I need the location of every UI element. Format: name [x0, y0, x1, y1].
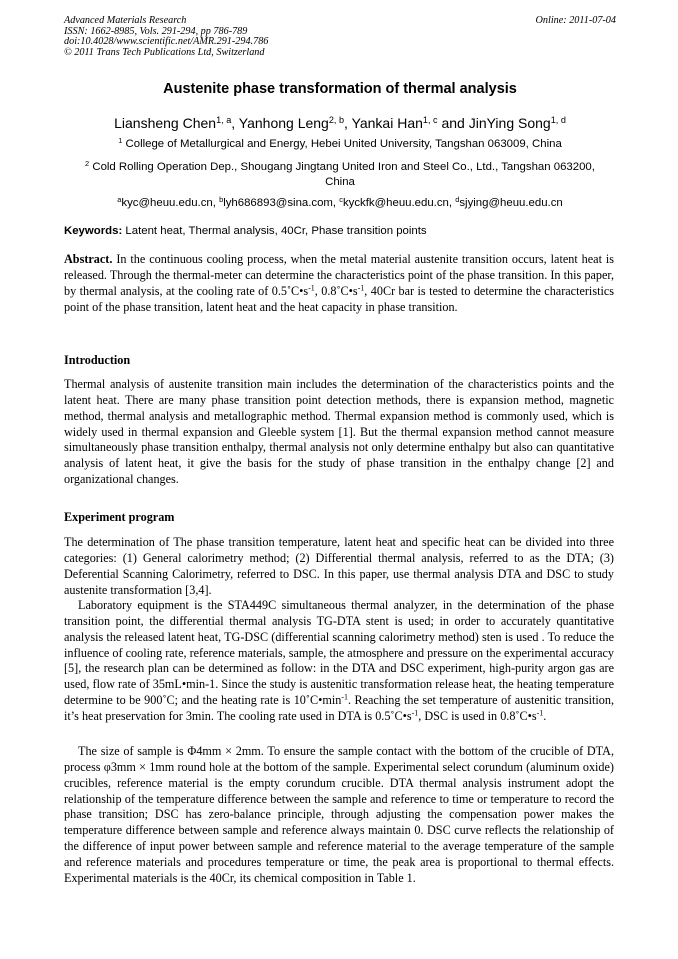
- email-address[interactable]: sjying@heuu.edu.cn: [459, 197, 563, 209]
- affiliation-1: [64, 137, 616, 152]
- experiment-paragraph-3: The size of sample is Φ4mm × 2mm. To ensure the sample contact with the bottom of the crucible of DTA, process φ3mm × 1mm round hole at the bottom of the sample. Experimental select corundum (aluminum oxide) crucibles, reference material is the empty corundum crucible. DTA thermal analysis instrument adopt the relationship of the temperature difference between the sample and reference to time or temperature to record the phase transition; DSC has zero-balance principle, through adjusting the compensation power makes the temperature difference between sample and reference always maintain 0. DSC curve reflects the relationship of the difference of input power between sample and reference material to the average temperature of the sample and reference materials and procedures temperature or time, the peak area is proportional to thermal effects. Experimental materials is the 40Cr, its chemical composition in Table 1.: [64, 744, 614, 885]
- abstract-label: Abstract.: [64, 252, 113, 266]
- author-name: Liansheng Chen: [114, 115, 217, 131]
- issn-line: ISSN: 1662-8985, Vols. 291-294, pp 786-789: [64, 25, 248, 37]
- keywords-text: Latent heat, Thermal analysis, 40Cr, Phase transition points: [125, 225, 427, 237]
- author-sup: 1, a: [216, 115, 232, 125]
- affiliation-sup: 1: [118, 135, 123, 145]
- email-address[interactable]: kyckfk@heuu.edu.cn: [342, 197, 449, 209]
- abstract-sup: -1: [308, 283, 315, 293]
- affiliation-sup: 2: [85, 158, 90, 168]
- journal-header: [64, 16, 616, 58]
- paragraph-sup: -1: [536, 708, 544, 718]
- author-sup: 1, d: [550, 115, 566, 125]
- email-address[interactable]: kyc@heuu.edu.cn: [121, 197, 213, 209]
- copyright-line: © 2011 Trans Tech Publications Ltd, Switzerland: [64, 46, 265, 58]
- section-heading-introduction: Introduction: [64, 353, 131, 367]
- paper-title: Austenite phase transformation of thermal analysis: [163, 81, 517, 97]
- doi-line[interactable]: doi:10.4028/www.scientific.net/AMR.291-294.786: [64, 36, 269, 48]
- paragraph-sup: -1: [411, 708, 419, 718]
- email-sup: c: [339, 194, 343, 204]
- paragraph-text: .: [543, 708, 547, 723]
- paragraph-text: , DSC is used in 0.8˚C•s: [418, 708, 537, 723]
- online-date: Online: 2011-07-04: [535, 15, 616, 26]
- author-sup: 2, b: [328, 115, 345, 125]
- author-sup: 1, c: [422, 115, 438, 125]
- keywords: [64, 225, 616, 237]
- abstract: [64, 252, 614, 315]
- abstract-text: In the continuous cooling process, when the metal material austenite transition occurs, latent heat is released. Through the thermal-meter can determine the characteristics point of the phase transition. In this paper, by thermal analysis, at the cooling rate of 0.5˚C•s: [64, 252, 615, 298]
- journal-name: Advanced Materials Research: [64, 15, 187, 26]
- email-sup: a: [117, 194, 122, 204]
- email-sup: d: [455, 194, 460, 204]
- experiment-paragraph-1: The determination of The phase transition temperature, latent heat and specific heat can be divided into three categories: (1) General calorimetry method; (2) Differential thermal analysis, referred to as the DTA; (3) Deferential Scanning Calorimetry, referred to DSC. In this paper, use thermal analysis DTA and DSC to study austenite transformation [3,4].: [64, 535, 614, 597]
- email-list: $^a$kyc@heuu.edu.cn, $^b$lyh686893@sina.com, $^c$kyckfk@heuu.edu.cn, $^d$sjying@heuu.edu.cn: [117, 194, 563, 209]
- email-sup: b: [219, 194, 224, 204]
- section-heading-experiment: Experiment program: [64, 510, 175, 524]
- keywords-label: Keywords:: [64, 225, 123, 237]
- author-sep: and: [437, 115, 469, 131]
- author-name: Yankai Han: [351, 115, 423, 131]
- abstract-sup: -1: [357, 283, 365, 293]
- affiliation-text: College of Metallurgical and Energy, Hebei United University, Tangshan 063009, China: [125, 138, 562, 150]
- author-sep: ,: [231, 115, 239, 131]
- author-name: JinYing Song: [468, 115, 551, 131]
- affiliation-2: [72, 160, 608, 190]
- abstract-text: , 0.8˚C•s: [314, 283, 358, 298]
- affiliation-text: Cold Rolling Operation Dep., Shougang Jingtang United Iron and Steel Co., Ltd., Tangshan 063200, China: [92, 161, 595, 188]
- author-list: [64, 115, 616, 131]
- paragraph-text: . Reaching the set temperature of austenitic transition, it’s heat preservation for 3min. The cooling rate used in DTA is 0.5˚C•s: [64, 693, 614, 723]
- email-address[interactable]: lyh686893@sina.com: [223, 197, 333, 209]
- abstract-text: , 40Cr bar is tested to determine the characteristics point of the phase transition, latent heat and the heat capacity in phase transition.: [64, 283, 614, 314]
- experiment-paragraph-2: [64, 598, 614, 725]
- paragraph-sup: -1: [341, 692, 348, 702]
- author-sep: ,: [344, 115, 352, 131]
- paragraph-text: Laboratory equipment is the STA449C simultaneous thermal analyzer, in the determination of the phase transition point, the differential thermal analysis TG-DTA stent is used; in order to accurately quantitative analysis the released latent heat, TG-DSC (differential scanning calorimetry method) sten is used . To reduce the influence of cooling rate, reference materials, sample, the atmosphere and pressure on the experimental accuracy [5], the research plan can be determined as follow: in the DTA and DSC experiment, high-purity argon gas are used, flow rate of 35mL•min-1. Since the study is austenitic transformation release heat, the heating temperature determine to be 900˚C; and the heating rate is 10˚C•min: [64, 598, 614, 708]
- introduction-paragraph: Thermal analysis of austenite transition main includes the determination of the characteristics points and the latent heat. There are many phase transition point detection methods, there is expansion method, magnetic method, thermal analysis and metallographic method. Thermal expansion method is commonly used, which is widely used in thermal expansion and Gleeble system [1]. But the thermal expansion method cannot measure simultaneously phase transition enthalpy, thermal analysis not only determine enthalpy but also can quantitative analysis of latent heat, it give the basis for the study of phase transition in the enthalpy change [2] and organizational changes.: [64, 377, 614, 487]
- author-name: Yanhong Leng: [238, 115, 329, 131]
